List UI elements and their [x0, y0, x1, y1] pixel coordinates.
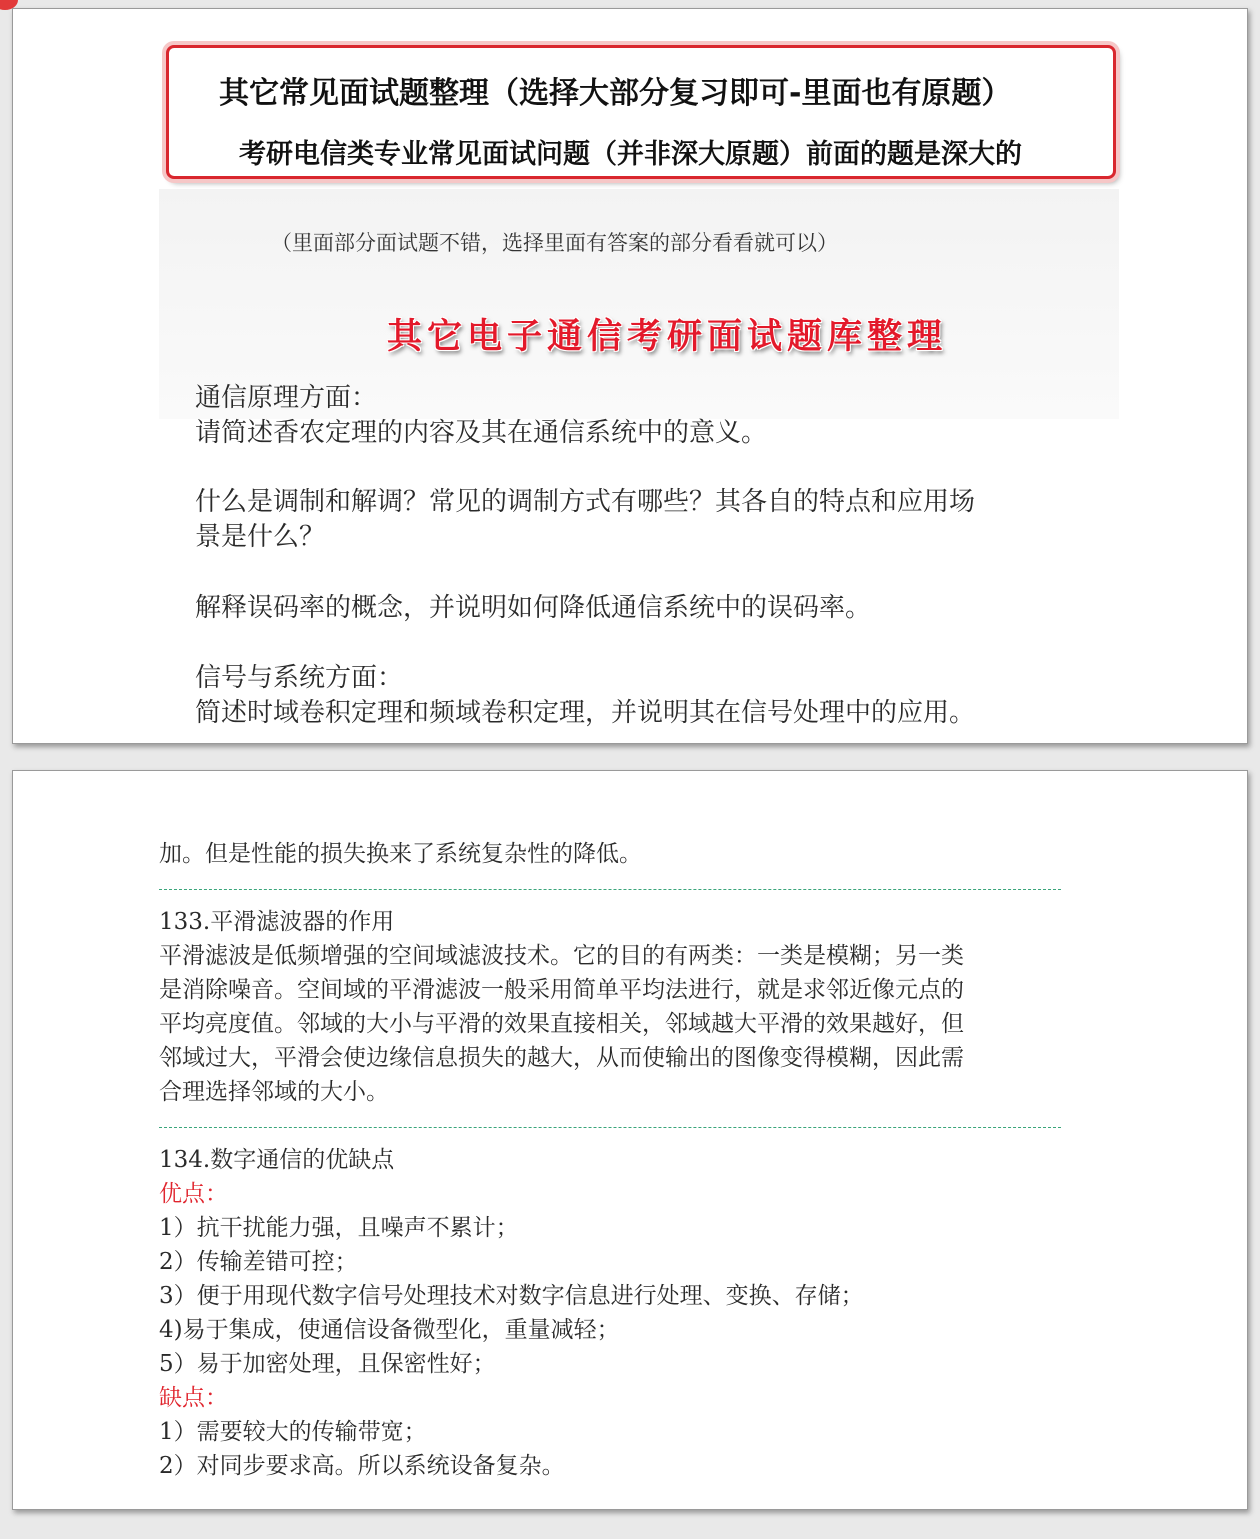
title-box: [166, 45, 1116, 179]
pros-item: 4)易于集成，使通信设备微型化，重量减轻；: [159, 1317, 620, 1343]
cons-item: 1）需要较大的传输带宽；: [159, 1419, 427, 1445]
divider: [159, 889, 1061, 890]
cons-label: 缺点：: [159, 1385, 228, 1411]
question-133-title: 133.平滑滤波器的作用: [159, 909, 395, 935]
pros-item: 1）抗干扰能力强，且噪声不累计；: [159, 1215, 519, 1241]
answer-line: 合理选择邻域的大小。: [159, 1079, 389, 1105]
question-134-title: 134.数字通信的优缺点: [159, 1147, 395, 1173]
main-title: 其它常见面试题整理（选择大部分复习即可-里面也有原题）: [219, 76, 1012, 111]
continuation-text: 加。但是性能的损失换来了系统复杂性的降低。: [159, 841, 642, 867]
pros-item: 5）易于加密处理，且保密性好；: [159, 1351, 496, 1377]
question-text: 简述时域卷积定理和频域卷积定理，并说明其在信号处理中的应用。: [195, 698, 976, 728]
question-text: 景是什么？: [195, 522, 326, 552]
question-text: 解释误码率的概念，并说明如何降低通信系统中的误码率。: [195, 593, 872, 623]
section-banner-title: 其它电子通信考研面试题库整理: [387, 317, 948, 357]
divider: [159, 1127, 1061, 1128]
document-page-1: [12, 8, 1248, 744]
answer-line: 是消除噪音。空间域的平滑滤波一般采用简单平均法进行，就是求邻近像元点的: [159, 977, 964, 1003]
question-text: 请简述香农定理的内容及其在通信系统中的意义。: [195, 418, 768, 448]
pros-item: 3）便于用现代数字信号处理技术对数字信息进行处理、变换、存储；: [159, 1283, 864, 1309]
section-heading-signals: 信号与系统方面：: [195, 663, 404, 693]
section-heading-communication: 通信原理方面：: [195, 383, 378, 413]
answer-line: 平滑滤波是低频增强的空间域滤波技术。它的目的有两类：一类是模糊；另一类: [159, 943, 964, 969]
pros-item: 2）传输差错可控；: [159, 1249, 358, 1275]
sub-title: 考研电信类专业常见面试问题（并非深大原题）前面的题是深大的: [239, 139, 1022, 170]
cons-item: 2）对同步要求高。所以系统设备复杂。: [159, 1453, 565, 1479]
question-text: 什么是调制和解调？常见的调制方式有哪些？其各自的特点和应用场: [195, 487, 976, 517]
note-text: （里面部分面试题不错，选择里面有答案的部分看看就可以）: [271, 231, 838, 255]
answer-line: 邻域过大，平滑会使边缘信息损失的越大，从而使输出的图像变得模糊，因此需: [159, 1045, 964, 1071]
answer-line: 平均亮度值。邻域的大小与平滑的效果直接相关，邻域越大平滑的效果越好，但: [159, 1011, 964, 1037]
document-page-2: [12, 770, 1248, 1510]
pros-label: 优点：: [159, 1181, 228, 1207]
